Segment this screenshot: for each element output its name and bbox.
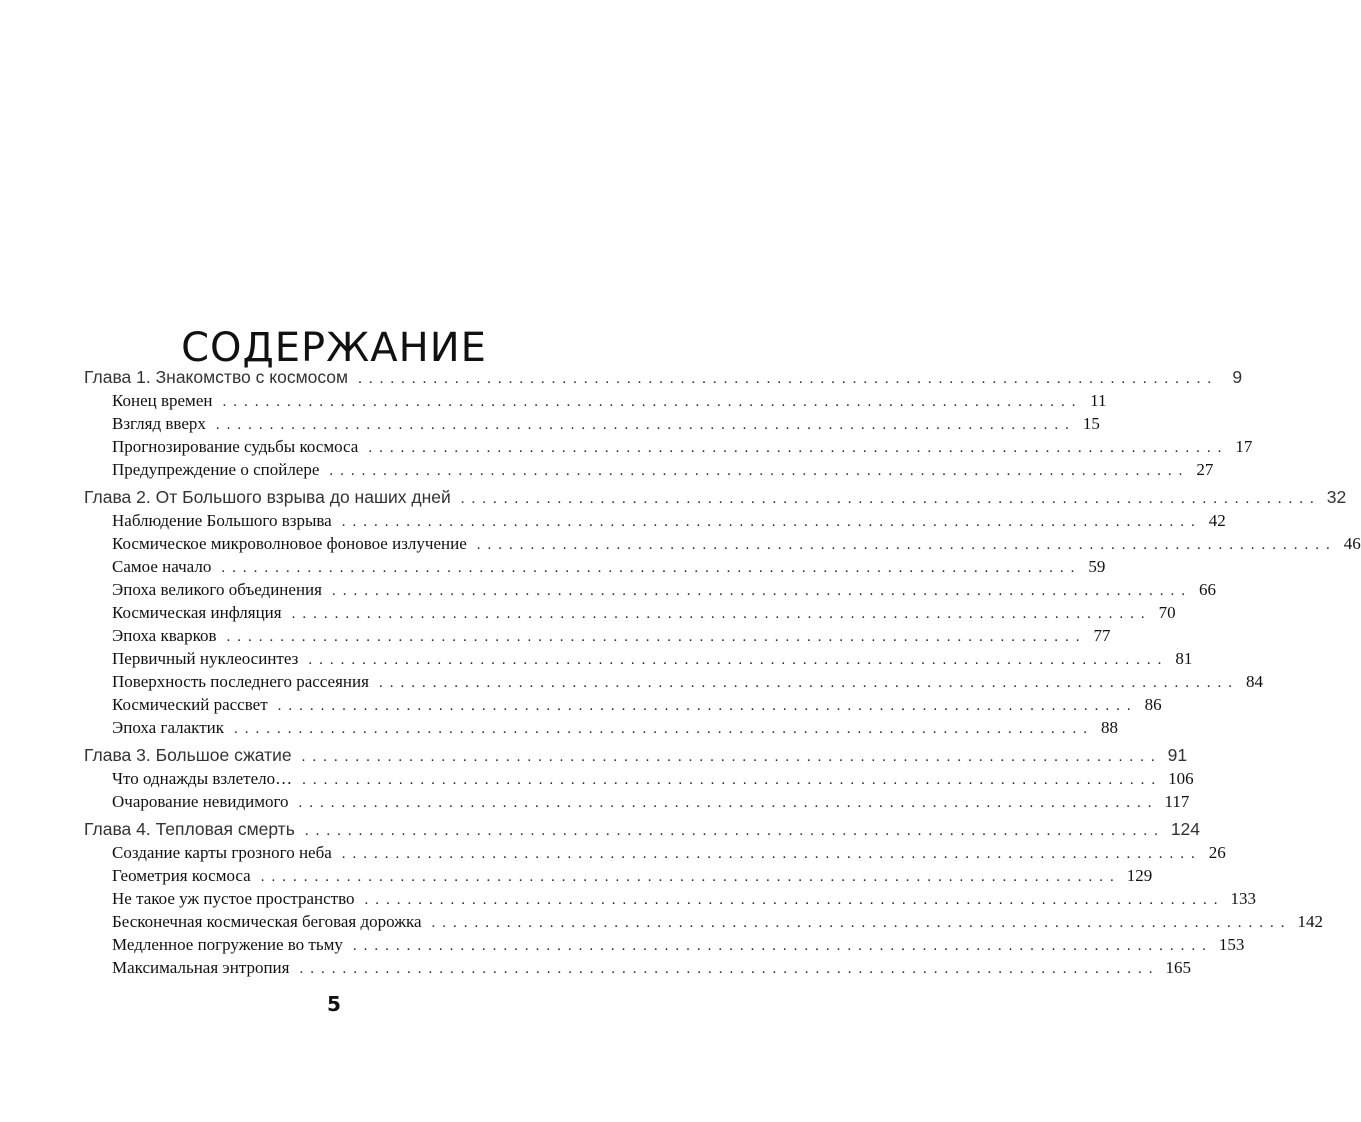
chapter-page-number: 124 [1170,819,1201,839]
toc-section-entry[interactable] [84,624,1111,647]
dot-leader: ................................................................................ [260,869,1121,885]
toc-section-entry[interactable] [84,956,1191,979]
section-title: Создание карты грозного неба [112,843,332,862]
section-page-number: 27 [1196,460,1214,479]
section-title: Максимальная энтропия [112,958,290,977]
section-title: Самое начало [112,557,212,576]
section-page-number: 81 [1175,649,1193,668]
section-page-number: 133 [1230,889,1257,908]
dot-leader: ................................................................................ [378,675,1239,691]
section-title: Поверхность последнего рассеяния [112,672,369,691]
section-page-number: 17 [1235,437,1253,456]
toc-section-entry[interactable] [84,435,1253,458]
toc-chapter-4 [84,818,1324,979]
dot-leader: ................................................................................ [352,938,1213,954]
toc-chapter-entry[interactable] [84,486,1347,509]
section-page-number: 42 [1208,511,1226,530]
dot-leader: ................................................................................ [302,772,1163,788]
section-title: Космическая инфляция [112,603,282,622]
section-page-number: 129 [1126,866,1153,885]
section-page-number: 106 [1168,769,1194,788]
toc-section-entry[interactable] [84,790,1190,813]
section-title: Космическое микроволновое фоновое излучение [112,534,467,553]
section-title: Геометрия космоса [112,866,251,885]
section-title: Наблюдение Большого взрыва [112,511,332,530]
dot-leader: ................................................................................ [431,915,1292,931]
dot-leader: ................................................................................ [291,606,1152,622]
section-page-number: 11 [1090,391,1107,410]
section-title: Что однажды взлетело… [112,769,293,788]
section-title: Эпоха кварков [112,626,217,645]
section-title: Бесконечная космическая беговая дорожка [112,912,422,931]
chapter-title: Глава 2. От Большого взрыва до наших дней [84,487,451,507]
dot-leader: ................................................................................ [234,721,1094,737]
toc-section-entry[interactable] [84,864,1153,887]
section-page-number: 142 [1297,912,1324,931]
dot-leader: ................................................................................ [329,463,1190,479]
section-page-number: 26 [1208,843,1226,862]
toc-section-entry[interactable] [84,412,1100,435]
toc-section-entry[interactable] [84,887,1257,910]
section-page-number: 66 [1198,580,1216,599]
dot-leader: ................................................................................ [331,583,1192,599]
dot-leader: ................................................................................ [298,795,1159,811]
page-title: СОДЕРЖАНИЕ [181,324,487,371]
section-title: Очарование невидимого [112,792,289,811]
toc-chapter-2 [84,486,1361,739]
toc-section-entry[interactable] [84,910,1324,933]
toc-section-entry[interactable] [84,555,1106,578]
dot-leader: ................................................................................ [299,961,1160,977]
dot-leader: ................................................................................ [308,652,1169,668]
toc-section-entry[interactable] [84,532,1361,555]
toc-section-entry[interactable] [84,670,1263,693]
dot-leader: ................................................................................ [226,629,1087,645]
toc-section-entry[interactable] [84,601,1176,624]
toc-chapter-1 [84,366,1253,481]
section-title: Взгляд вверх [112,414,206,433]
toc-chapter-entry[interactable] [84,818,1201,841]
dot-leader: ................................................................................ [476,537,1337,553]
section-page-number: 117 [1164,792,1190,811]
section-title: Эпоха великого объединения [112,580,322,599]
toc-section-entry[interactable] [84,647,1193,670]
toc-section-entry[interactable] [84,458,1214,481]
dot-leader: ................................................................................ [368,440,1229,456]
toc-section-entry[interactable] [84,693,1162,716]
section-title: Медленное погружение во тьму [112,935,343,954]
chapter-title: Глава 4. Тепловая смерть [84,819,295,839]
dot-leader: ................................................................................ [221,560,1082,576]
section-title: Эпоха галактик [112,718,224,737]
dot-leader: ................................................................................ [277,698,1138,714]
dot-leader: ................................................................................ [301,749,1162,765]
page-number: 5 [327,992,341,1016]
toc-section-entry[interactable] [84,578,1216,601]
chapter-page-number: 91 [1167,745,1188,765]
dot-leader: ................................................................................ [215,417,1076,433]
toc-chapter-entry[interactable] [84,366,1243,389]
toc-chapter-3 [84,744,1194,813]
table-of-contents [84,366,1361,984]
section-title: Прогнозирование судьбы космоса [112,437,359,456]
dot-leader: ................................................................................ [364,892,1225,908]
chapter-page-number: 9 [1232,367,1243,387]
toc-section-entry[interactable] [84,933,1245,956]
chapter-title: Глава 3. Большое сжатие [84,745,292,765]
toc-section-entry[interactable] [84,716,1118,739]
section-page-number: 70 [1158,603,1176,622]
dot-leader: ................................................................................ [222,394,1083,410]
toc-section-entry[interactable] [84,389,1107,412]
toc-section-entry[interactable] [84,767,1194,790]
toc-section-entry[interactable] [84,509,1226,532]
section-title: Конец времен [112,391,213,410]
toc-chapter-entry[interactable] [84,744,1188,767]
dot-leader: ................................................................................ [341,846,1202,862]
section-page-number: 153 [1218,935,1245,954]
dot-leader: ................................................................................ [341,514,1202,530]
section-title: Предупреждение о спойлере [112,460,320,479]
toc-section-entry[interactable] [84,841,1226,864]
section-page-number: 86 [1144,695,1162,714]
section-title: Первичный нуклеосинтез [112,649,299,668]
section-title: Не такое уж пустое пространство [112,889,355,908]
section-page-number: 165 [1165,958,1191,977]
section-page-number: 59 [1088,557,1106,576]
dot-leader: ................................................................................ [304,823,1165,839]
section-page-number: 15 [1082,414,1100,433]
section-title: Космический рассвет [112,695,268,714]
chapter-page-number: 32 [1326,487,1347,507]
section-page-number: 88 [1101,718,1118,737]
section-page-number: 77 [1093,626,1111,645]
dot-leader: ................................................................................ [358,371,1219,387]
dot-leader: ................................................................................ [460,491,1321,507]
section-page-number: 46 [1343,534,1361,553]
section-page-number: 84 [1245,672,1263,691]
chapter-title: Глава 1. Знакомство с космосом [84,367,349,387]
